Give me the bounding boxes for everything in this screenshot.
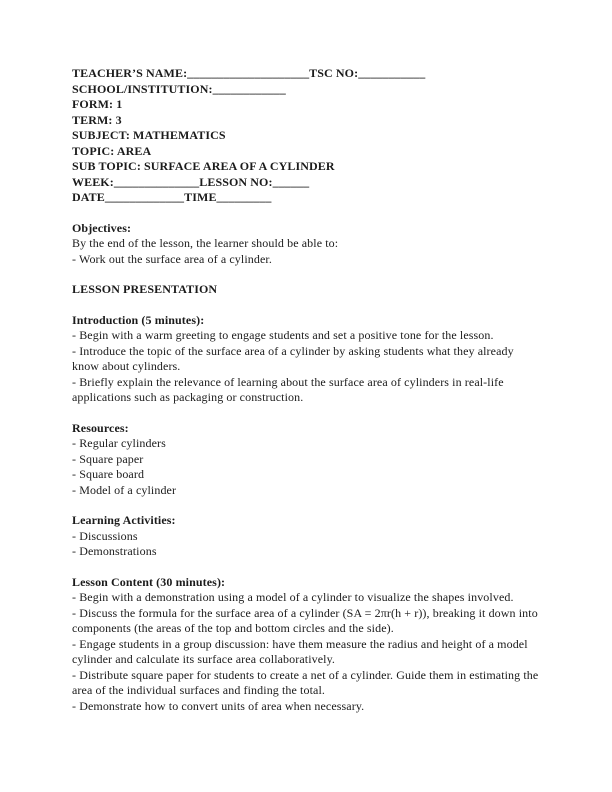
subtopic-field: SUB TOPIC: SURFACE AREA OF A CYLINDER bbox=[72, 159, 335, 173]
teacher-name-tsc-field: TEACHER’S NAME:____________________TSC NO:___________ bbox=[72, 66, 426, 80]
learning-activities-item: - Demonstrations bbox=[72, 544, 157, 558]
introduction-section bbox=[72, 313, 540, 406]
resources-heading: Resources: bbox=[72, 420, 129, 435]
form-field: FORM: 1 bbox=[72, 97, 123, 111]
lesson-plan-document bbox=[72, 66, 540, 714]
lesson-content-item: - Begin with a demonstration using a model of a cylinder to visualize the shapes involved. bbox=[72, 590, 514, 604]
lesson-content-item: - Engage students in a group discussion: have them measure the radius and height of a model cylinder and calculate its surface area collaboratively. bbox=[72, 636, 528, 666]
lesson-content-heading: Lesson Content (30 minutes): bbox=[72, 574, 226, 589]
lesson-content-section bbox=[72, 575, 540, 715]
introduction-item: - Begin with a warm greeting to engage students and set a positive tone for the lesson. bbox=[72, 328, 494, 342]
resources-item: - Square board bbox=[72, 467, 145, 481]
learning-activities-heading: Learning Activities: bbox=[72, 513, 176, 527]
resources-item: - Square paper bbox=[72, 451, 144, 466]
introduction-item: - Introduce the topic of the surface area of a cylinder by asking students what they already know about cylinders. bbox=[72, 343, 514, 373]
introduction-item: - Briefly explain the relevance of learning about the surface area of cylinders in real-life applications such as packaging or construction. bbox=[72, 374, 504, 404]
lesson-presentation-section bbox=[72, 282, 540, 298]
subject-field: SUBJECT: MATHEMATICS bbox=[72, 128, 226, 142]
topic-field: TOPIC: AREA bbox=[72, 143, 152, 158]
objectives-item: - Work out the surface area of a cylinder. bbox=[72, 251, 272, 266]
school-institution-field: SCHOOL/INSTITUTION:____________ bbox=[72, 81, 286, 96]
lesson-presentation-heading: LESSON PRESENTATION bbox=[72, 282, 218, 296]
date-time-field: DATE_____________TIME_________ bbox=[72, 190, 272, 204]
week-lesson-no-field: WEEK:______________LESSON NO:______ bbox=[72, 174, 310, 189]
learning-activities-item: - Discussions bbox=[72, 528, 138, 543]
term-field: TERM: 3 bbox=[72, 112, 122, 127]
document-header-fields bbox=[72, 66, 540, 206]
resources-section bbox=[72, 421, 540, 499]
lesson-content-item: - Distribute square paper for students to create a net of a cylinder. Guide them in estimating the area of the individual surfaces and finding the total. bbox=[72, 667, 539, 697]
objectives-heading: Objectives: bbox=[72, 220, 132, 235]
resources-item: - Regular cylinders bbox=[72, 436, 166, 450]
objectives-lead-text: By the end of the lesson, the learner should be able to: bbox=[72, 236, 339, 250]
introduction-heading: Introduction (5 minutes): bbox=[72, 312, 205, 327]
objectives-section bbox=[72, 221, 540, 268]
learning-activities-section bbox=[72, 513, 540, 560]
lesson-content-item: - Demonstrate how to convert units of area when necessary. bbox=[72, 698, 365, 713]
lesson-content-item: - Discuss the formula for the surface area of a cylinder (SA = 2πr(h + r)), breaking it down into components (the areas of the top and bottom circles and the side). bbox=[72, 605, 538, 635]
resources-item: - Model of a cylinder bbox=[72, 482, 177, 497]
